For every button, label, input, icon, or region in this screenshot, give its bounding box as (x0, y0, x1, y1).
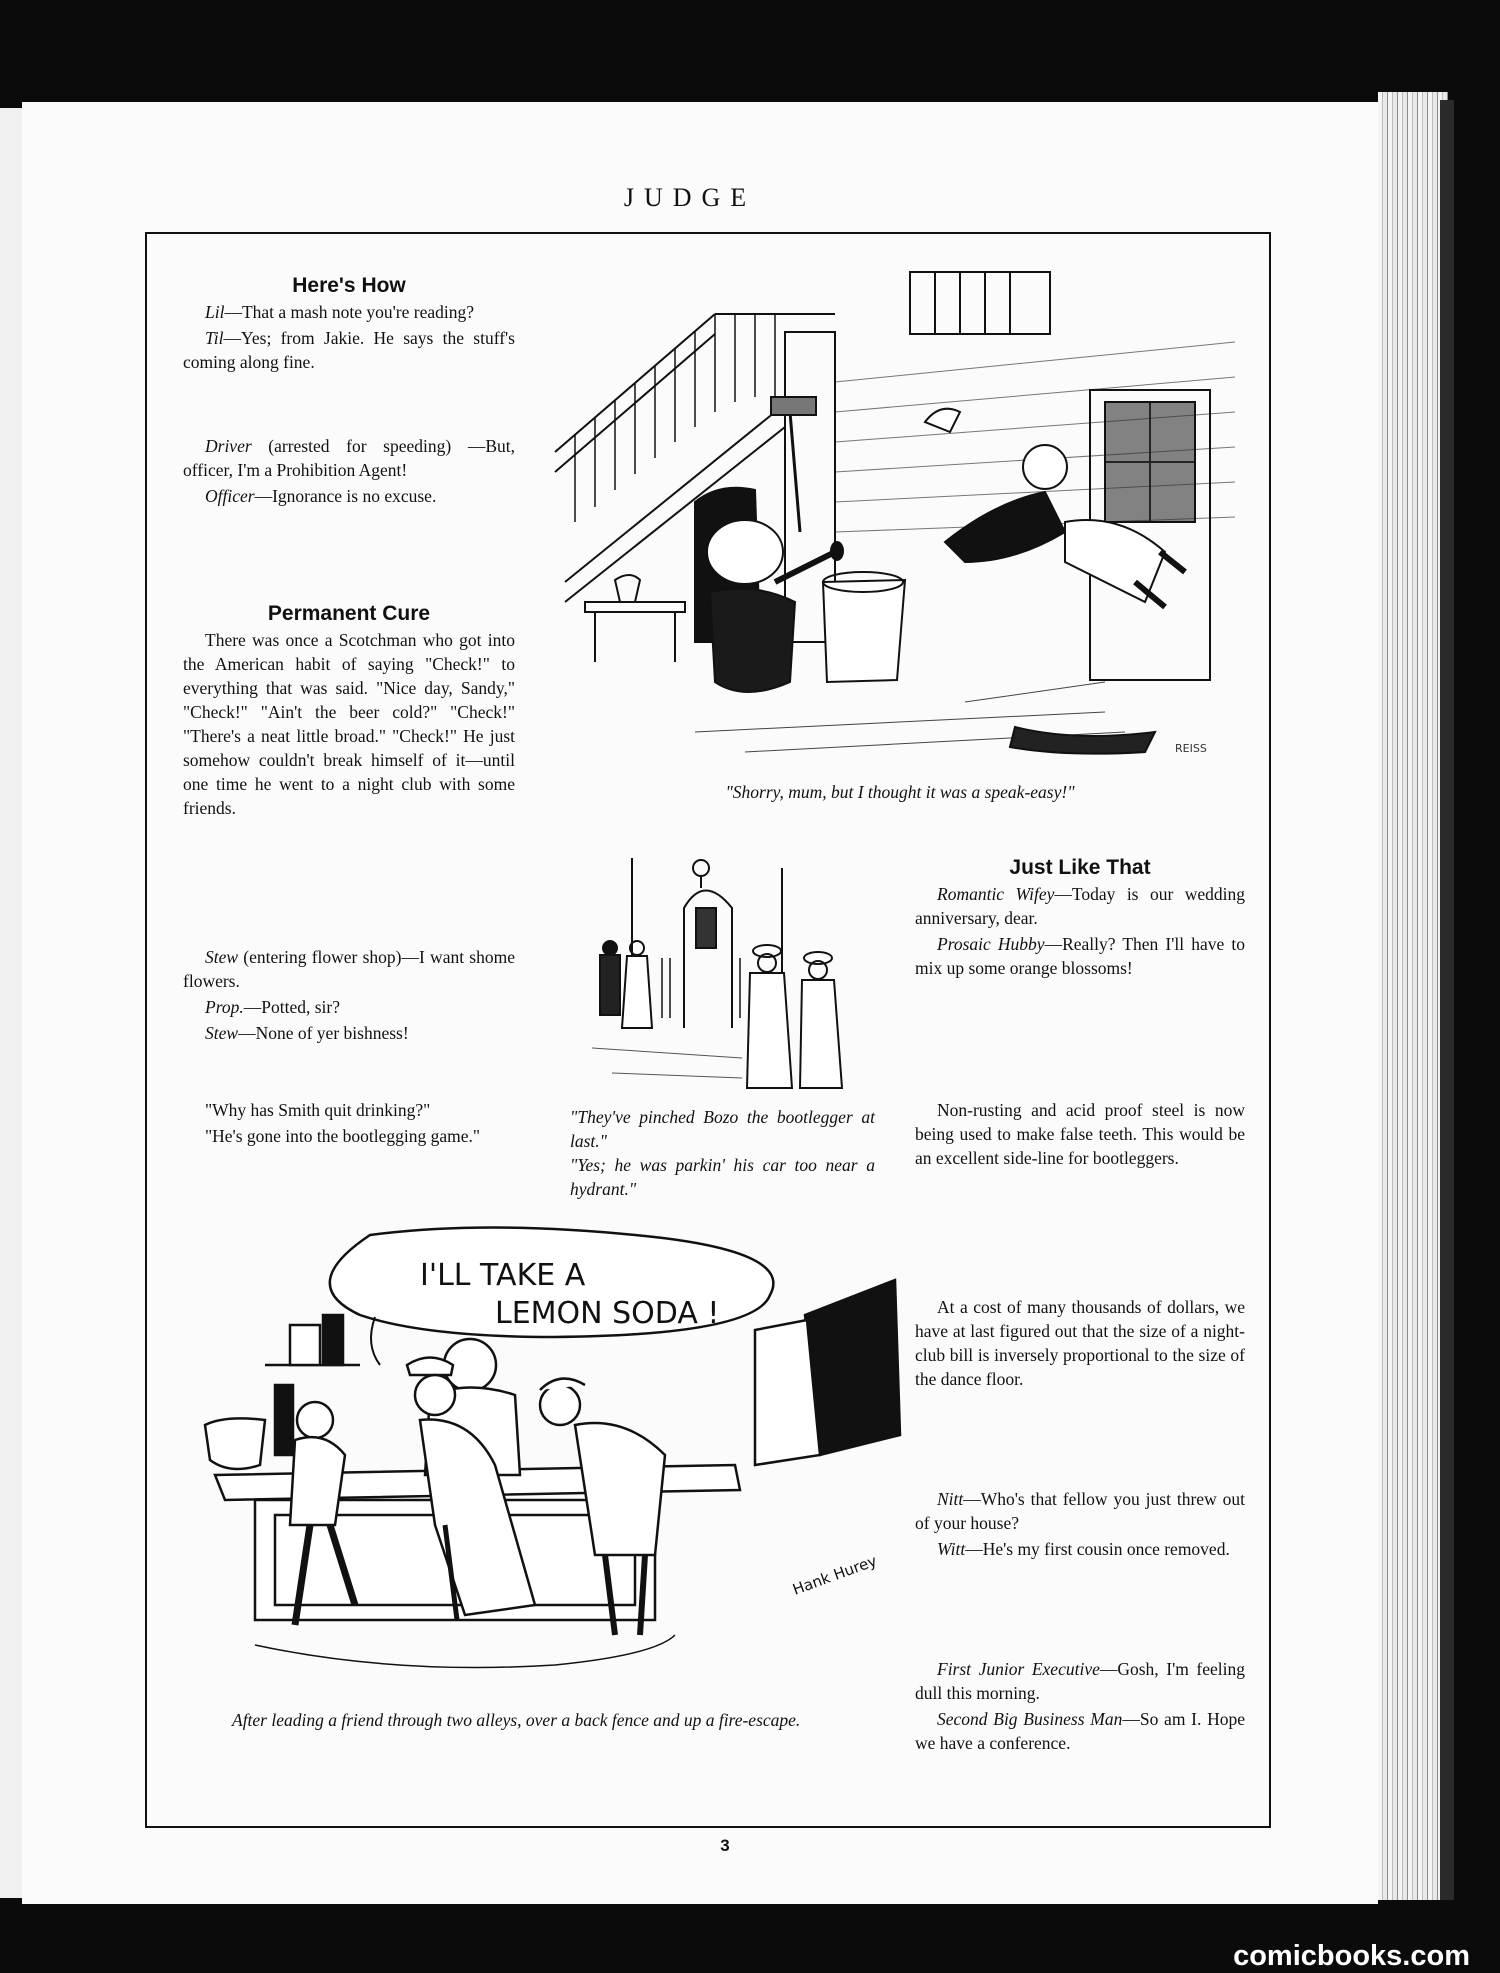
joke-line: Lil—That a mash note you're reading? (205, 302, 474, 322)
speech-line-1: I'LL TAKE A (420, 1258, 586, 1293)
joke-line: Stew (entering flower shop)—I want shome flowers. (183, 947, 515, 991)
cartoon2-caption-line1: "They've pinched Bozo the bootlegger at last." (570, 1107, 875, 1151)
joke-line: Til—Yes; from Jakie. He says the stuff's coming along fine. (183, 328, 515, 372)
joke-line: "He's gone into the bootlegging game." (205, 1126, 481, 1146)
joke-line: "Why has Smith quit drinking?" (205, 1100, 431, 1120)
cartoon1-signature: REISS (1175, 742, 1207, 755)
just-like-that-title: Just Like That (1009, 856, 1151, 879)
joke-line: Witt—He's my first cousin once removed. (937, 1539, 1230, 1559)
joke-text: Non-rusting and acid proof steel is now being used to make false teeth. This would be an excellent side-line for bootleggers. (915, 1100, 1245, 1168)
driver-joke (183, 434, 515, 510)
cartoon2-caption-line2: "Yes; he was parkin' his car too near a hydrant." (570, 1155, 875, 1199)
masthead-title: JUDGE (623, 183, 757, 212)
joke-line: Prop.—Potted, sir? (205, 997, 340, 1017)
speakeasy-cartoon (545, 262, 1245, 770)
permanent-cure-title: Permanent Cure (267, 602, 431, 625)
nightclub-joke (915, 1295, 1245, 1393)
heres-how-title: Here's How (292, 274, 406, 297)
permanent-cure-joke (183, 602, 515, 822)
cartoon3-signature: Hank Hurey (790, 1551, 880, 1599)
joke-line: First Junior Executive—Gosh, I'm feeling dull this morning. (915, 1659, 1245, 1703)
heres-how-joke (183, 274, 515, 376)
joke-line: Driver (arrested for speeding) —But, officer, I'm a Prohibition Agent! (183, 436, 515, 480)
smith-joke (183, 1098, 515, 1150)
cartoon3-caption: After leading a friend through two alleys, over a back fence and up a fire-escape. (232, 1710, 801, 1730)
joke-line: Prosaic Hubby—Really? Then I'll have to mix up some orange blossoms! (915, 934, 1245, 978)
book-binding (1440, 100, 1454, 1900)
joke-line: Officer—Ignorance is no excuse. (205, 486, 437, 506)
joke-text: At a cost of many thousands of dollars, we have at last figured out that the size of a night-club bill is inversely proportional to the size of the dance floor. (915, 1297, 1245, 1389)
watermark: comicbooks.com (1233, 1940, 1470, 1972)
joke-line: Romantic Wifey—Today is our wedding anniversary, dear. (915, 884, 1245, 928)
just-like-that-joke (915, 856, 1245, 982)
page-number: 3 (720, 1836, 730, 1855)
speech-line-2: LEMON SODA ! (495, 1296, 720, 1331)
steel-joke (915, 1098, 1245, 1172)
executive-joke (915, 1657, 1245, 1757)
joke-line: Stew—None of yer bishness! (205, 1023, 409, 1043)
stew-joke (183, 945, 515, 1047)
cartoon1-caption: "Shorry, mum, but I thought it was a speak-easy!" (725, 782, 1075, 802)
hydrant-cartoon (592, 848, 854, 1106)
joke-text: There was once a Scotchman who got into the American habit of saying "Check!" to everything that was said. "Nice day, Sandy," "Check!" "Ain't the beer cold?" "Check!" "There's a neat little broad." "Check!" He just somehow couldn't break himself of it—until one time he went to a night club with some friends. (183, 630, 515, 818)
joke-line: Nitt—Who's that fellow you just threw out of your house? (915, 1489, 1245, 1533)
nitt-joke (915, 1487, 1245, 1563)
lemon-soda-cartoon (195, 1225, 905, 1687)
book-page-edges (1378, 92, 1448, 1900)
joke-line: Second Big Business Man—So am I. Hope we have a conference. (915, 1709, 1245, 1753)
cartoon2-caption (570, 1105, 875, 1201)
